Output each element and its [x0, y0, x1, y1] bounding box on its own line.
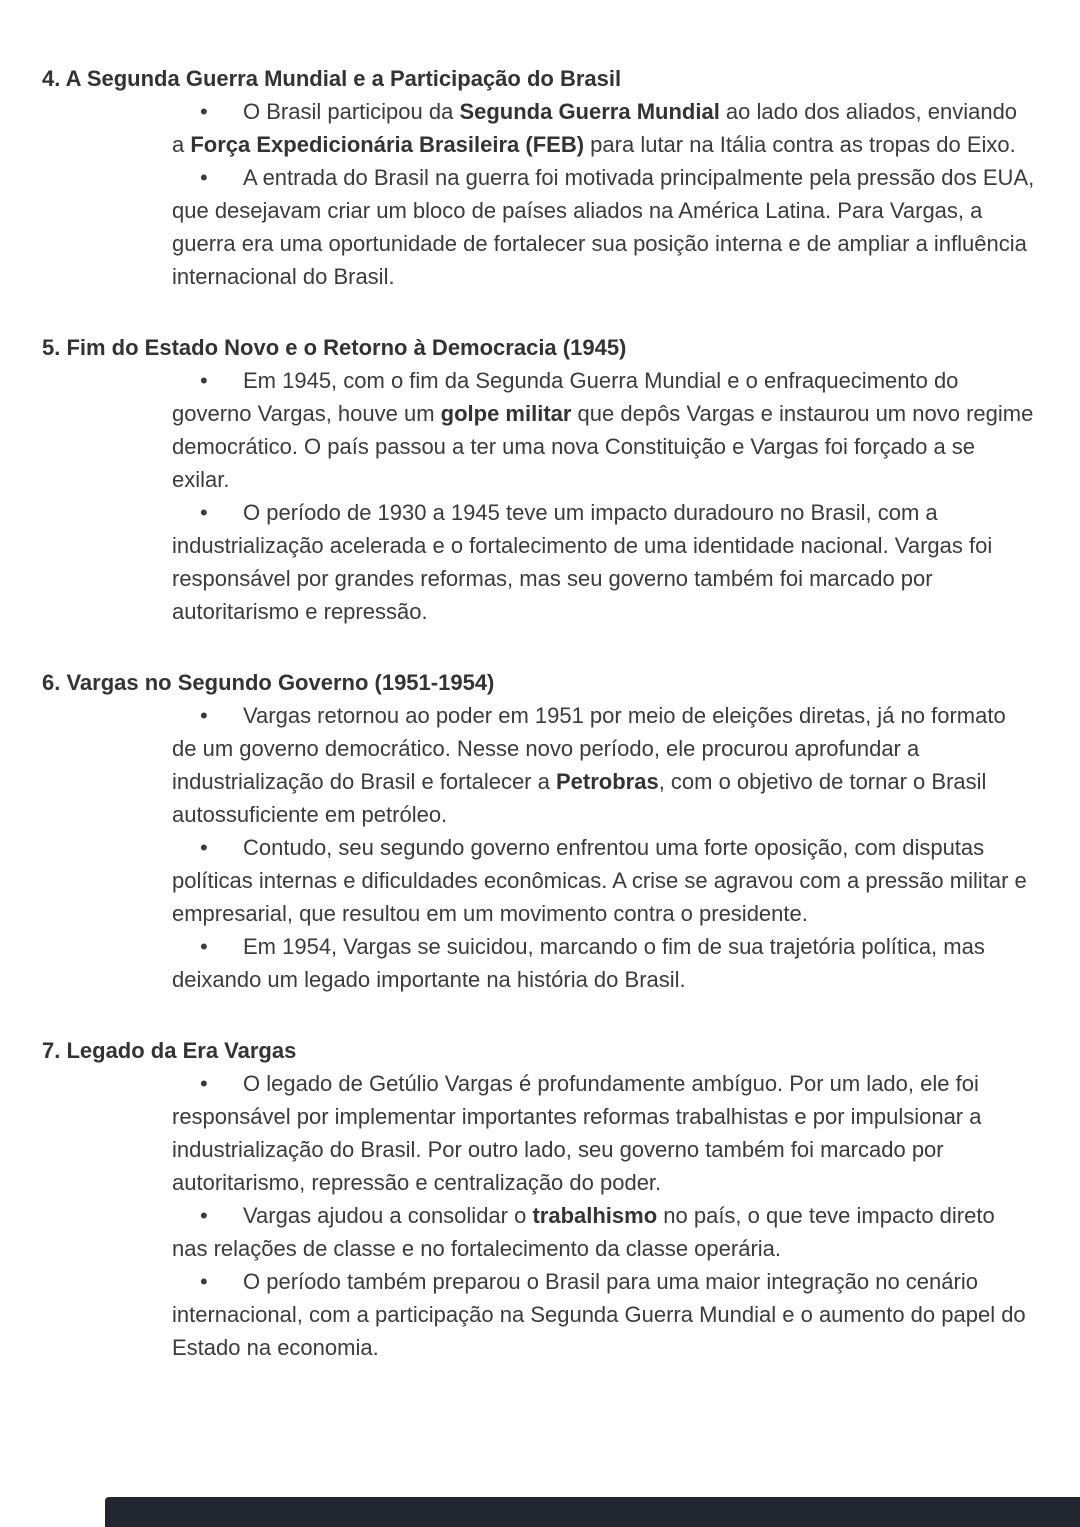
text-run: O Brasil participou da [243, 99, 460, 124]
text-run: Vargas ajudou a consolidar o [243, 1203, 533, 1228]
bullet-marker: • [200, 99, 208, 124]
section-heading: 4. A Segunda Guerra Mundial e a Participação do Brasil [42, 66, 622, 91]
section-heading: 7. Legado da Era Vargas [42, 1038, 297, 1063]
bullet-paragraph [172, 1199, 1035, 1265]
bullet-paragraph [172, 364, 1035, 496]
bold-text-run: trabalhismo [532, 1203, 658, 1228]
bold-text-run: Segunda Guerra Mundial [459, 99, 720, 124]
text-run: A entrada do Brasil na guerra foi motivada principalmente pela pressão dos EUA, que desejavam criar um bloco de países aliados na América Latina. Para Vargas, a guerra era uma oportunidade de fortalecer sua posição interna e de ampliar a influência internacional do Brasil. [172, 165, 1035, 289]
document-section [42, 331, 1035, 628]
bullet-paragraph [172, 699, 1035, 831]
section-heading: 5. Fim do Estado Novo e o Retorno à Democracia (1945) [42, 335, 627, 360]
section-bullets [42, 364, 1035, 628]
text-run: Em 1954, Vargas se suicidou, marcando o fim de sua trajetória política, mas deixando um legado importante na história do Brasil. [172, 934, 985, 992]
text-run: O período de 1930 a 1945 teve um impacto duradouro no Brasil, com a industrialização acelerada e o fortalecimento de uma identidade nacional. Vargas foi responsável por grandes reformas, mas seu governo também foi marcado por autoritarismo e repressão. [172, 500, 993, 624]
text-run: Vargas retornou ao poder em 1951 por meio de eleições diretas, já no formato de um governo democrático. Nesse novo período, ele procurou aprofundar a industrialização do Brasil e fortalecer a [172, 703, 1006, 794]
bullet-marker: • [200, 1071, 208, 1096]
text-run: Contudo, seu segundo governo enfrentou uma forte oposição, com disputas políticas internas e dificuldades econômicas. A crise se agravou com a pressão militar e empresarial, que resultou em um movimento contra o presidente. [172, 835, 1027, 926]
text-run: Em 1945, com o fim da Segunda Guerra Mundial e o enfraquecimento do governo Vargas, houve um [172, 368, 959, 426]
bullet-text [172, 1071, 981, 1195]
text-run: O legado de Getúlio Vargas é profundamente ambíguo. Por um lado, ele foi responsável por implementar importantes reformas trabalhistas e por impulsionar a industrialização do Brasil. Por outro lado, seu governo também foi marcado por autoritarismo, repressão e centralização do poder. [172, 1071, 982, 1195]
bullet-text [172, 99, 1017, 157]
bullet-text [172, 368, 1033, 492]
bullet-paragraph [172, 1067, 1035, 1199]
bullet-marker: • [200, 835, 208, 860]
bullet-text [172, 500, 992, 624]
bullet-text [172, 1203, 995, 1261]
bullet-marker: • [200, 368, 208, 393]
document-section [42, 1034, 1035, 1364]
bullet-paragraph [172, 1265, 1035, 1364]
section-heading: 6. Vargas no Segundo Governo (1951-1954) [42, 670, 495, 695]
bullet-marker: • [200, 1203, 208, 1228]
bullet-paragraph [172, 930, 1035, 996]
text-run: para lutar na Itália contra as tropas do Eixo. [584, 132, 1016, 157]
bullet-paragraph [172, 496, 1035, 628]
text-run: ao lado dos aliados, enviando a [172, 99, 1018, 157]
bullet-marker: • [200, 703, 208, 728]
text-run: no país, o que teve impacto direto nas relações de classe e no fortalecimento da classe operária. [172, 1203, 995, 1261]
bold-text-run: Força Expedicionária Brasileira (FEB) [190, 132, 585, 157]
bold-text-run: golpe militar [440, 401, 572, 426]
bullet-text [172, 165, 1034, 289]
bullet-text [172, 934, 985, 992]
document-section [42, 62, 1035, 293]
bullet-paragraph [172, 161, 1035, 293]
window-edge-bar [105, 1497, 1080, 1527]
text-run: , com o objetivo de tornar o Brasil autossuficiente em petróleo. [172, 769, 987, 827]
text-run: O período também preparou o Brasil para uma maior integração no cenário internacional, com a participação na Segunda Guerra Mundial e o aumento do papel do Estado na economia. [172, 1269, 1026, 1360]
bullet-marker: • [200, 1269, 208, 1294]
section-bullets [42, 1067, 1035, 1364]
bullet-text [172, 703, 1006, 827]
bullet-marker: • [200, 934, 208, 959]
bullet-marker: • [200, 165, 208, 190]
document-section [42, 666, 1035, 996]
bold-text-run: Petrobras [555, 769, 659, 794]
bullet-text [172, 1269, 1026, 1360]
bullet-paragraph [172, 95, 1035, 161]
section-bullets [42, 699, 1035, 996]
section-bullets [42, 95, 1035, 293]
bullet-text [172, 835, 1027, 926]
bullet-paragraph [172, 831, 1035, 930]
text-run: que depôs Vargas e instaurou um novo regime democrático. O país passou a ter uma nova Constituição e Vargas foi forçado a se exilar. [172, 401, 1034, 492]
bullet-marker: • [200, 500, 208, 525]
